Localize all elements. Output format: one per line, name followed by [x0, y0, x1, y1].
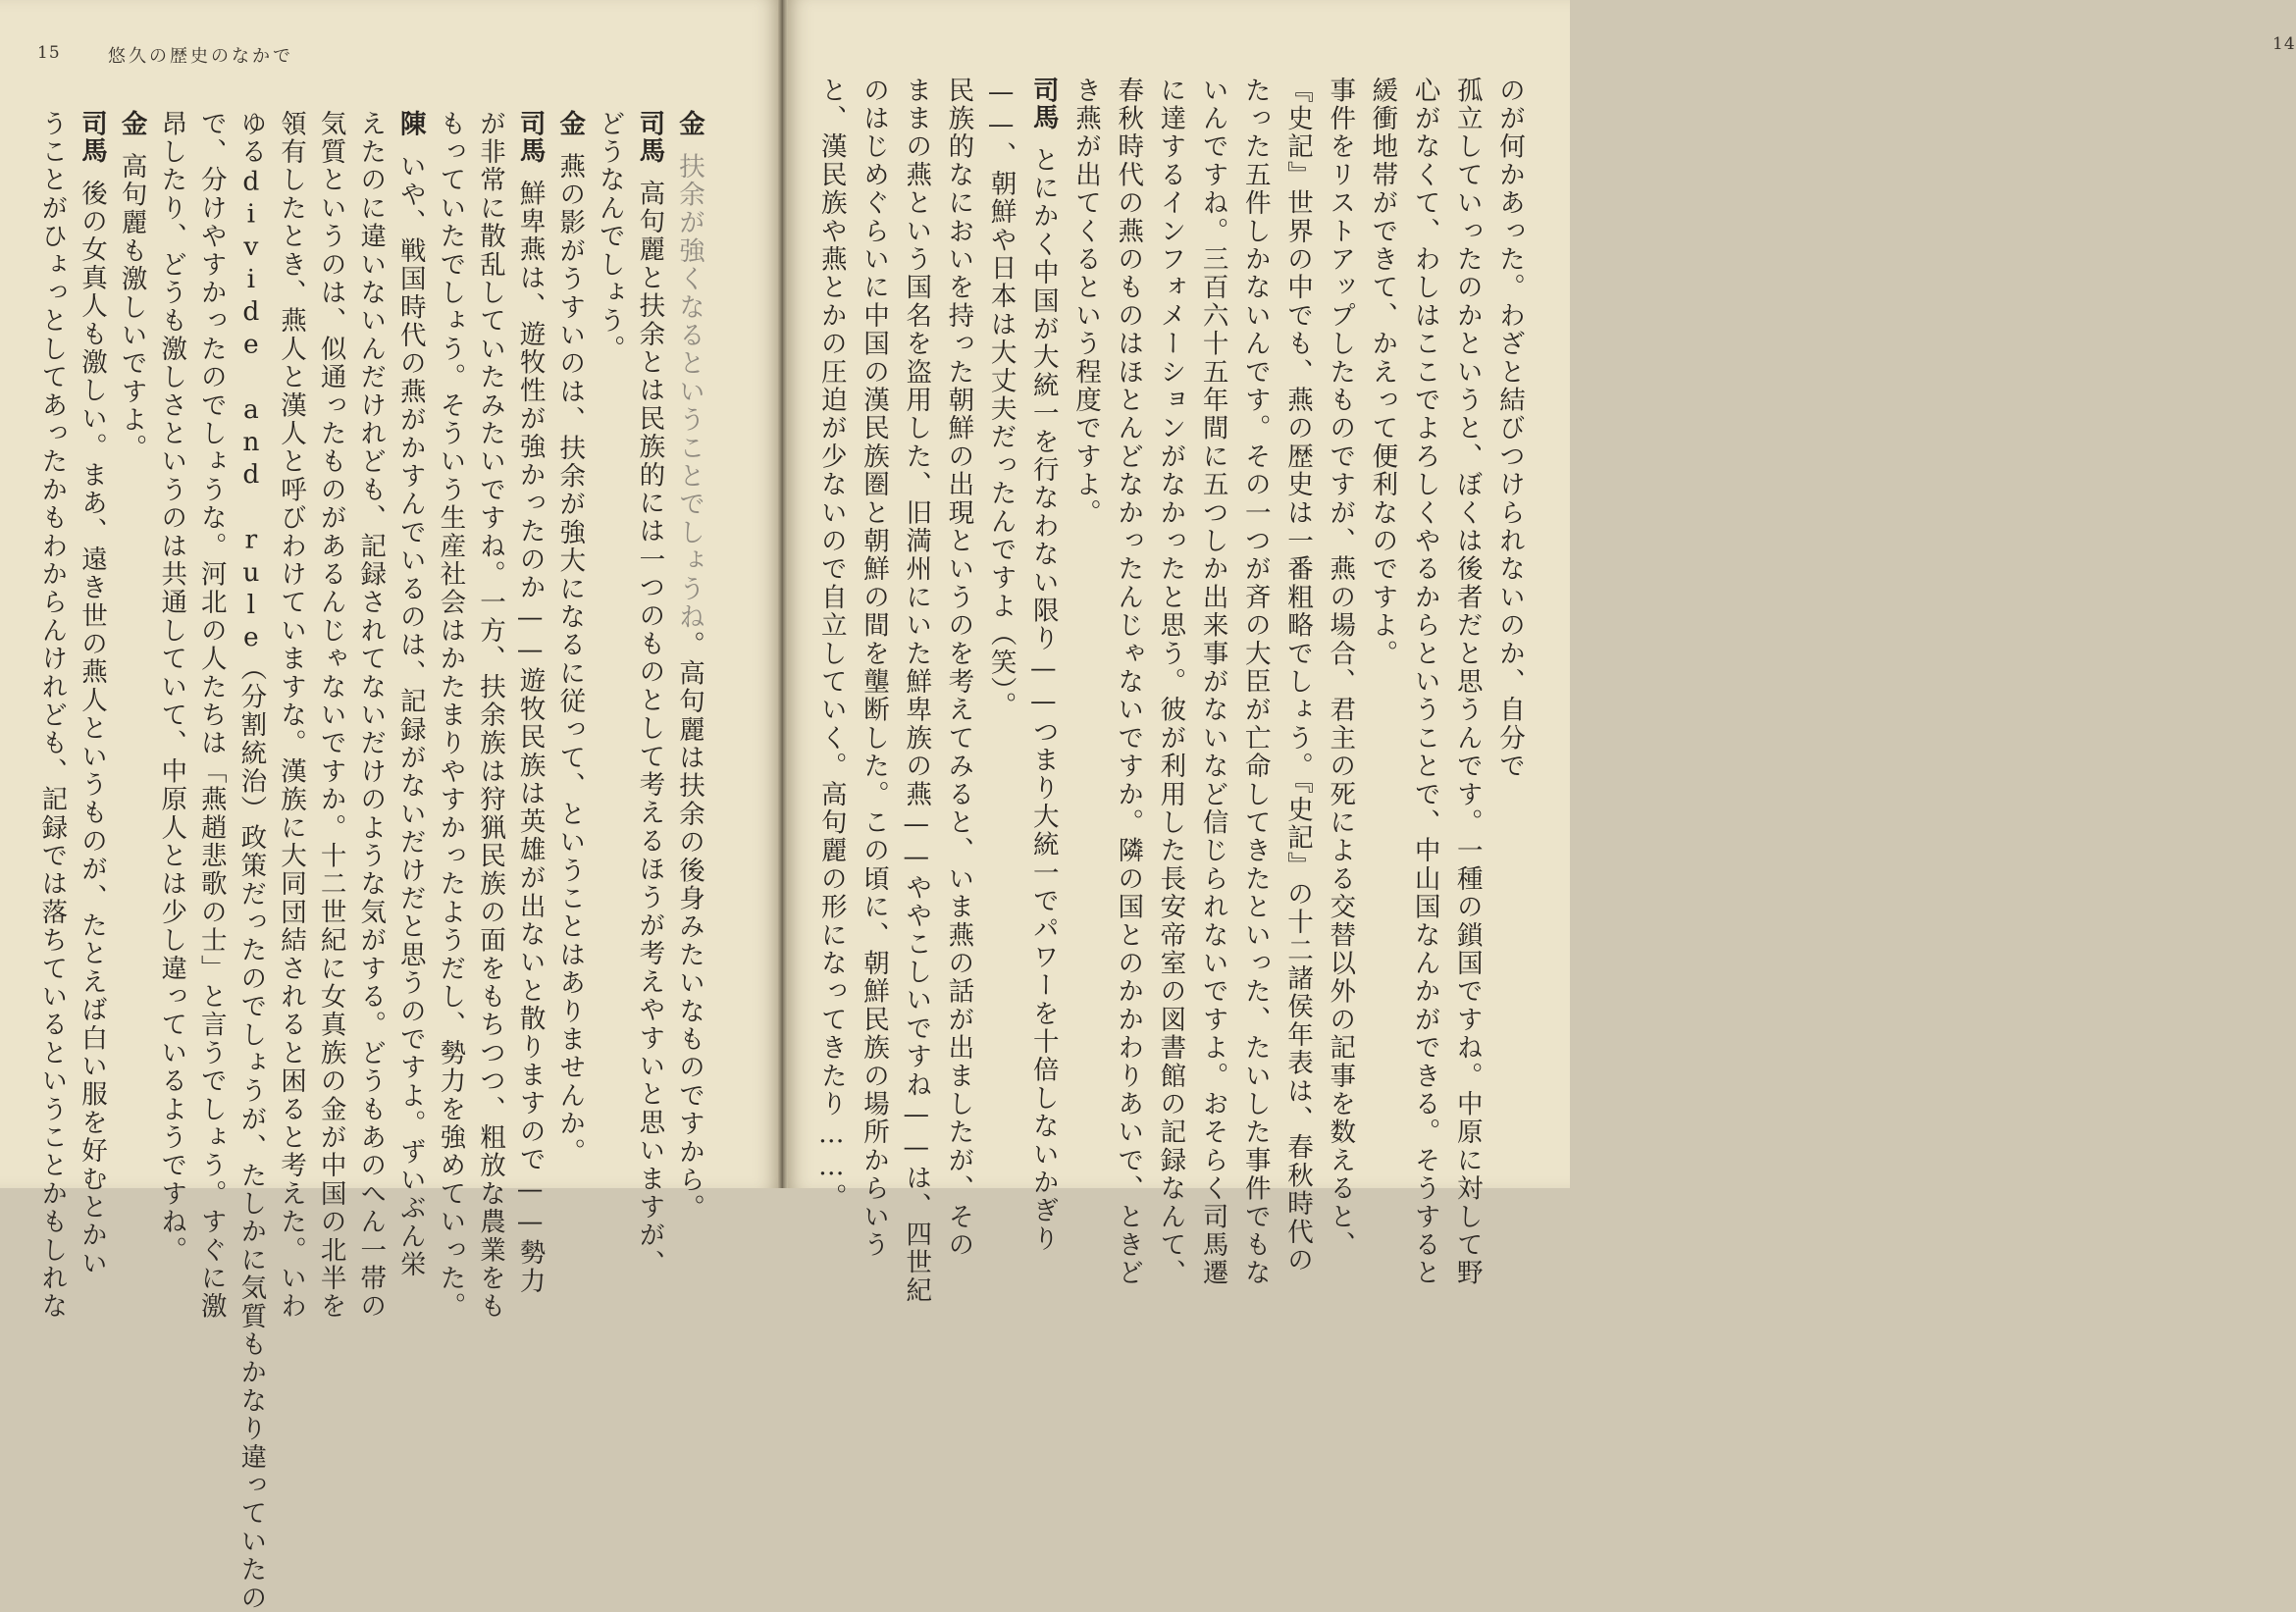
column-text: 『史記』世界の中でも、燕の歴史は一番粗略でしょう。『史記』の十二諸侯年表は、春秋時代の [1282, 77, 1313, 1274]
column-text: ——、朝鮮や日本は大丈夫だったんですよ（笑）。 [985, 77, 1017, 720]
column-text: で、分けやすかったのでしょうな。河北の人たちは「燕趙悲歌の士」と言うでしょう。すぐに激 [195, 110, 227, 1322]
column-text: 孤立していったのかというと、ぼくは後者だと思うんです。一種の鎖国ですね。中原に対して野 [1451, 77, 1483, 1288]
speaker-label: 司馬 [77, 110, 107, 164]
column-text: 昂したり、どうも激しさというのは共通していて、中原人とは少し違っているようですね。 [156, 110, 187, 1265]
text-column [514, 110, 546, 1296]
column-text: 民族的なにおいを持った朝鮮の出現というのを考えてみると、いま燕の話が出ましたが、その [943, 77, 974, 1260]
column-text: のはじめぐらいに中国の漢民族圏と朝鮮の間を壟断した。この頃に、朝鮮民族の場所からいう [859, 77, 889, 1260]
text-column [1027, 77, 1059, 1254]
text-column [394, 110, 426, 1279]
text-column [434, 110, 466, 1322]
column-text: 高句麗と扶余とは民族的には一つのものとして考えるほうが考えやすいと思いますが、 [634, 180, 665, 1278]
text-column [1154, 77, 1186, 1288]
text-column [633, 110, 665, 1278]
column-text: 春秋時代の燕のものはほとんどなかったんじゃないですか。隣の国とのかかわりあいで、ときど [1113, 77, 1144, 1288]
text-column [1239, 77, 1271, 1288]
text-column [1366, 77, 1397, 1117]
column-text: 高句麗も激しいですよ。 [116, 152, 147, 463]
text-column [1409, 77, 1440, 1288]
text-column [116, 110, 147, 1150]
right-page-number: 14 [2272, 34, 2296, 54]
text-column [1197, 77, 1228, 1288]
column-text: いんですね。三百六十五年間に五つしか出来事がないなど信じられないですよ。おそらく司馬遷 [1197, 77, 1228, 1288]
speaker-label: 司馬 [1027, 77, 1059, 130]
text-column [35, 110, 68, 1322]
text-column [315, 110, 346, 1322]
text-column [815, 77, 847, 1212]
column-text: うことがひょっとしてあったかもわからんけれども、記録では落ちているということかもしれな [36, 110, 68, 1322]
text-column [673, 110, 704, 1223]
column-text: 心がなくて、わしはここでよろしくやるからということで、中山国なんかができる。そうすると [1409, 77, 1440, 1288]
column-text: 緩衝地帯ができて、かえって便利なのですよ。 [1367, 77, 1398, 668]
text-column [553, 110, 586, 1167]
text-column [76, 110, 107, 1278]
column-text: のが何かあった。わざと結びつけられないのか、自分で [1494, 77, 1525, 781]
column-text: どうなんでしょう。 [594, 110, 625, 364]
column-text: 扶余が強くなるということでしょうね。高句麗は扶余の後身みたいなものですから。 [674, 152, 704, 1223]
speaker-label: 金 [674, 110, 704, 137]
speaker-label: 金 [554, 110, 586, 137]
column-text: き燕が出てくるという程度ですよ。 [1070, 77, 1101, 528]
speaker-label: 司馬 [514, 110, 546, 164]
column-text: 気質というのは、似通ったものがあるんじゃないですか。十二世紀に女真族の金が中国の北半を [315, 110, 346, 1322]
column-text: 領有したとき、燕人と漢人と呼びわけていますな。漢族に大同団結されると困ると考えた。いわ [276, 110, 306, 1322]
column-text: えたのに違いないんだけれども、記録されてないだけのような気がする。どうもあのへん一帯の [355, 110, 387, 1322]
column-text: たった五件しかないんです。その一つが斉の大臣が亡命してきたといった、たいした事件でもな [1239, 77, 1271, 1288]
text-column [354, 110, 387, 1322]
text-column [474, 110, 505, 1322]
text-column [1112, 77, 1144, 1288]
text-column [155, 110, 187, 1265]
column-text: 後の女真人も激しい。まあ、遠き世の燕人というものが、たとえば白い服を好むとかい [77, 180, 107, 1278]
column-text: に達するインフォメーションがなかったと思う。彼が利用した長安帝室の図書館の記録なんて、 [1155, 77, 1186, 1288]
column-text: とにかく中国が大統一を行なわない限り——つまり大統一でパワーを十倍しないかぎり [1027, 146, 1059, 1254]
text-column [985, 77, 1017, 1117]
column-text: ゆるdivide and rule（分割統治）政策だったのでしょうが、たしかに気質もかなり違っていたの [235, 110, 267, 1612]
running-title: 悠久の歴史のなかで [108, 46, 293, 67]
text-column [1451, 77, 1483, 1288]
column-text: いや、戦国時代の燕がかすんでいるのは、記録がないだけだと思うのですよ。ずいぶん栄 [394, 152, 426, 1279]
text-column [1493, 77, 1525, 1117]
text-column [858, 77, 889, 1260]
text-column [900, 77, 932, 1306]
text-column [235, 110, 267, 1612]
speaker-label: 陳 [394, 110, 426, 137]
right-page [785, 0, 2296, 1306]
column-text: 事件をリストアップしたものですが、燕の場合、君主の死による交替以外の記事を数えると、 [1325, 77, 1356, 1260]
column-text: もっていたでしょう。そういう生産社会はかたまりやすかったようだし、勢力を強めていった。 [435, 110, 466, 1322]
speaker-label: 司馬 [634, 110, 665, 164]
book-gutter [778, 0, 788, 1188]
text-column [1281, 77, 1313, 1274]
text-column [1070, 77, 1101, 1117]
column-text: ままの燕という国名を盗用した、旧満州にいた鮮卑族の燕——ややこしいですね——は、四世紀 [901, 77, 932, 1306]
text-column [594, 110, 625, 1150]
column-text: 燕の影がうすいのは、扶余が強大になるに従って、ということはありませんか。 [554, 152, 586, 1167]
text-column [942, 77, 974, 1260]
speaker-label: 金 [116, 110, 147, 137]
text-column [275, 110, 306, 1322]
column-text: と、漢民族や燕とかの圧迫が少ないので自立していく。高句麗の形になってきたり……。 [815, 77, 847, 1212]
text-column [1324, 77, 1356, 1260]
column-text: 鮮卑燕は、遊牧性が強かったのか——遊牧民族は英雄が出ないと散りますので——勢力 [514, 180, 546, 1296]
column-text: が非常に散乱していたみたいですね。一方、扶余族は狩猟民族の面をもちつつ、粗放な農業をも [475, 110, 505, 1322]
text-column [195, 110, 227, 1322]
faded-text: 扶余が強くなるということでしょうね [674, 152, 704, 632]
left-page-number: 15 [37, 43, 61, 63]
left-page [0, 0, 781, 1612]
